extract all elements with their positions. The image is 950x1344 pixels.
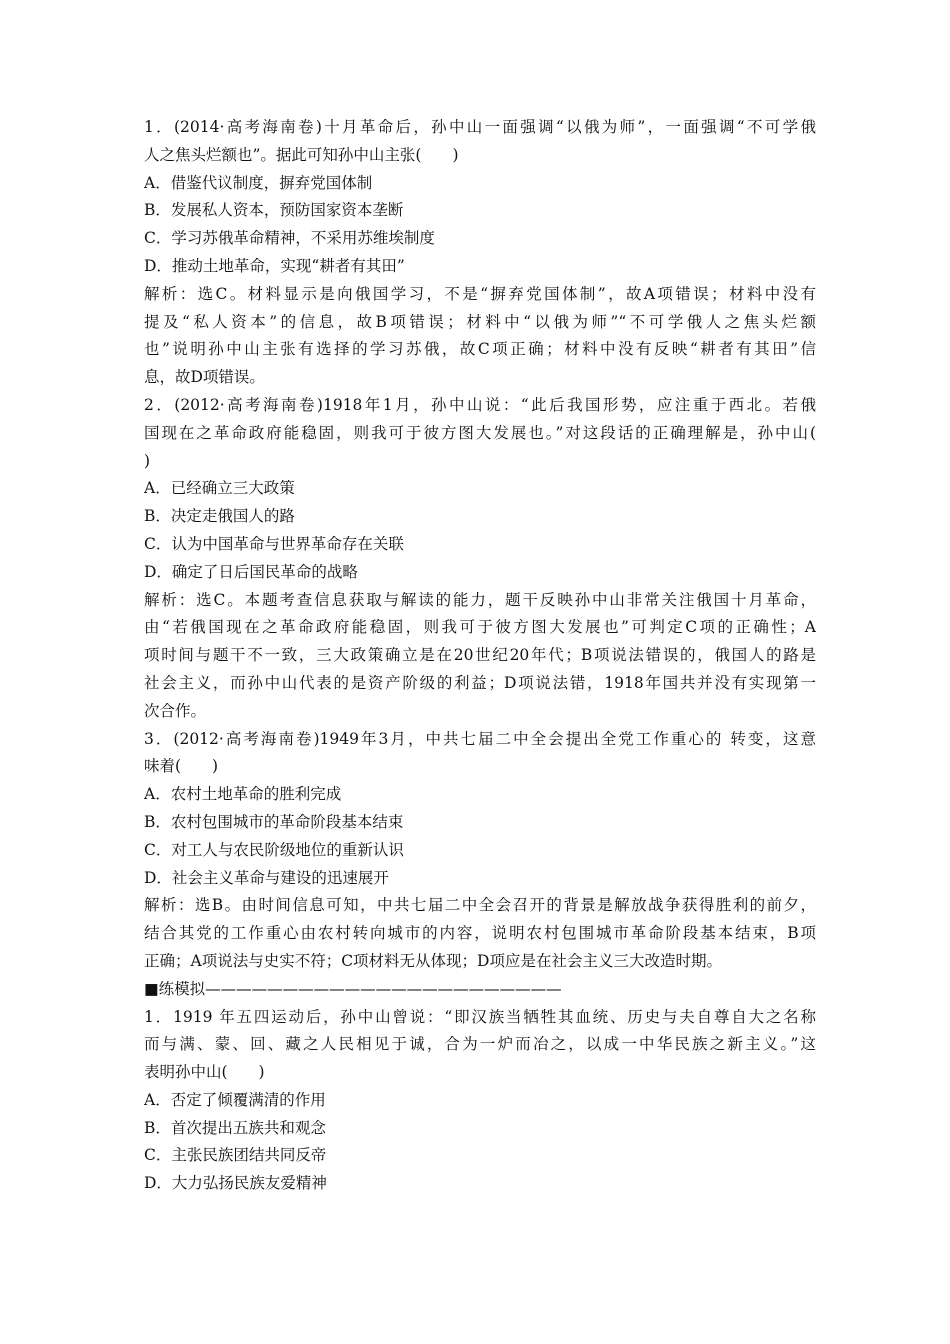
text-line: B．农村包围城市的革命阶段基本结束	[144, 812, 404, 831]
text-line: C．对工人与农民阶级地位的重新认识	[144, 840, 404, 859]
text-line: 也”说明孙中山主张有选择的学习苏俄，故C项正确；材料中没有反映“耕者有其田”信	[144, 340, 816, 359]
text-line: 味着( )	[144, 757, 219, 776]
text-line: 解析：选B。由时间信息可知，中共七届二中全会召开的背景是解放战争获得胜利的前夕，	[144, 896, 816, 915]
text-line: 国现在之革命政府能稳固，则我可于彼方图大发展也。”对这段话的正确理解是，孙中山(	[144, 423, 816, 442]
text-line: 人之焦头烂额也”。据此可知孙中山主张( )	[144, 145, 459, 164]
text-line: 项时间与题干不一致，三大政策确立是在20世纪20年代；B项说法错误的，俄国人的路是	[144, 646, 816, 665]
text-line: 2．(2012·高考海南卷)1918年1月，孙中山说：“此后我国形势，应注重于西北。若俄	[144, 395, 816, 414]
text-line: D．大力弘扬民族友爱精神	[144, 1174, 327, 1193]
text-line: 表明孙中山( )	[144, 1063, 265, 1082]
text-line: 解析：选C。材料显示是向俄国学习，不是“摒弃党国体制”，故A项错误；材料中没有	[144, 284, 816, 303]
text-line: D．社会主义革命与建设的迅速展开	[144, 868, 389, 887]
text-line: 由“若俄国现在之革命政府能稳固，则我可于彼方图大发展也”可判定C项的正确性；A	[144, 618, 816, 637]
text-line: 而与满、蒙、回、藏之人民相见于诚，合为一炉而冶之，以成一中华民族之新主义。”这	[144, 1035, 816, 1054]
text-line: 1．1919 年五四运动后，孙中山曾说：“即汉族当牺牲其血统、历史与夫自尊自大之名称	[144, 1007, 816, 1026]
text-line: ■练模拟———————————————————————	[144, 979, 562, 998]
text-line: B．发展私人资本，预防国家资本垄断	[144, 201, 404, 220]
text-line: D．确定了日后国民革命的战略	[144, 562, 358, 581]
text-line: 3．(2012·高考海南卷)1949年3月，中共七届二中全会提出全党工作重心的 转变，这意	[144, 729, 816, 748]
document-body	[144, 114, 816, 1198]
text-line: B．决定走俄国人的路	[144, 507, 295, 526]
text-line: 提及“私人资本”的信息，故B项错误；材料中“以俄为师”“不可学俄人之焦头烂额	[144, 312, 816, 331]
text-line: )	[144, 451, 151, 470]
text-line: D．推动土地革命，实现“耕者有其田”	[144, 256, 405, 275]
text-line: C．认为中国革命与世界革命存在关联	[144, 534, 404, 553]
text-line: 社会主义，而孙中山代表的是资产阶级的利益；D项说法错，1918年国共并没有实现第一	[144, 673, 816, 692]
text-line: A．农村土地革命的胜利完成	[144, 785, 342, 804]
text-line: 息，故D项错误。	[144, 368, 265, 387]
text-line: A．借鉴代议制度，摒弃党国体制	[144, 173, 373, 192]
text-line: 1．(2014·高考海南卷)十月革命后，孙中山一面强调“以俄为师”，一面强调“不可学俄	[144, 118, 816, 136]
text-line: A．已经确立三大政策	[144, 479, 295, 498]
text-line: B．首次提出五族共和观念	[144, 1118, 326, 1137]
text-line: 解析：选C。本题考查信息获取与解读的能力，题干反映孙中山非常关注俄国十月革命，	[144, 590, 816, 609]
text-line: C．学习苏俄革命精神，不采用苏维埃制度	[144, 229, 435, 248]
text-line: A．否定了倾覆满清的作用	[144, 1090, 326, 1109]
text-line: 结合其党的工作重心由农村转向城市的内容，说明农村包围城市革命阶段基本结束，B项	[144, 924, 816, 943]
text-line: 正确；A项说法与史实不符；C项材料无从体现；D项应是在社会主义三大改造时期。	[144, 951, 722, 970]
text-line: C．主张民族团结共同反帝	[144, 1146, 327, 1165]
text-line: 次合作。	[144, 701, 207, 720]
